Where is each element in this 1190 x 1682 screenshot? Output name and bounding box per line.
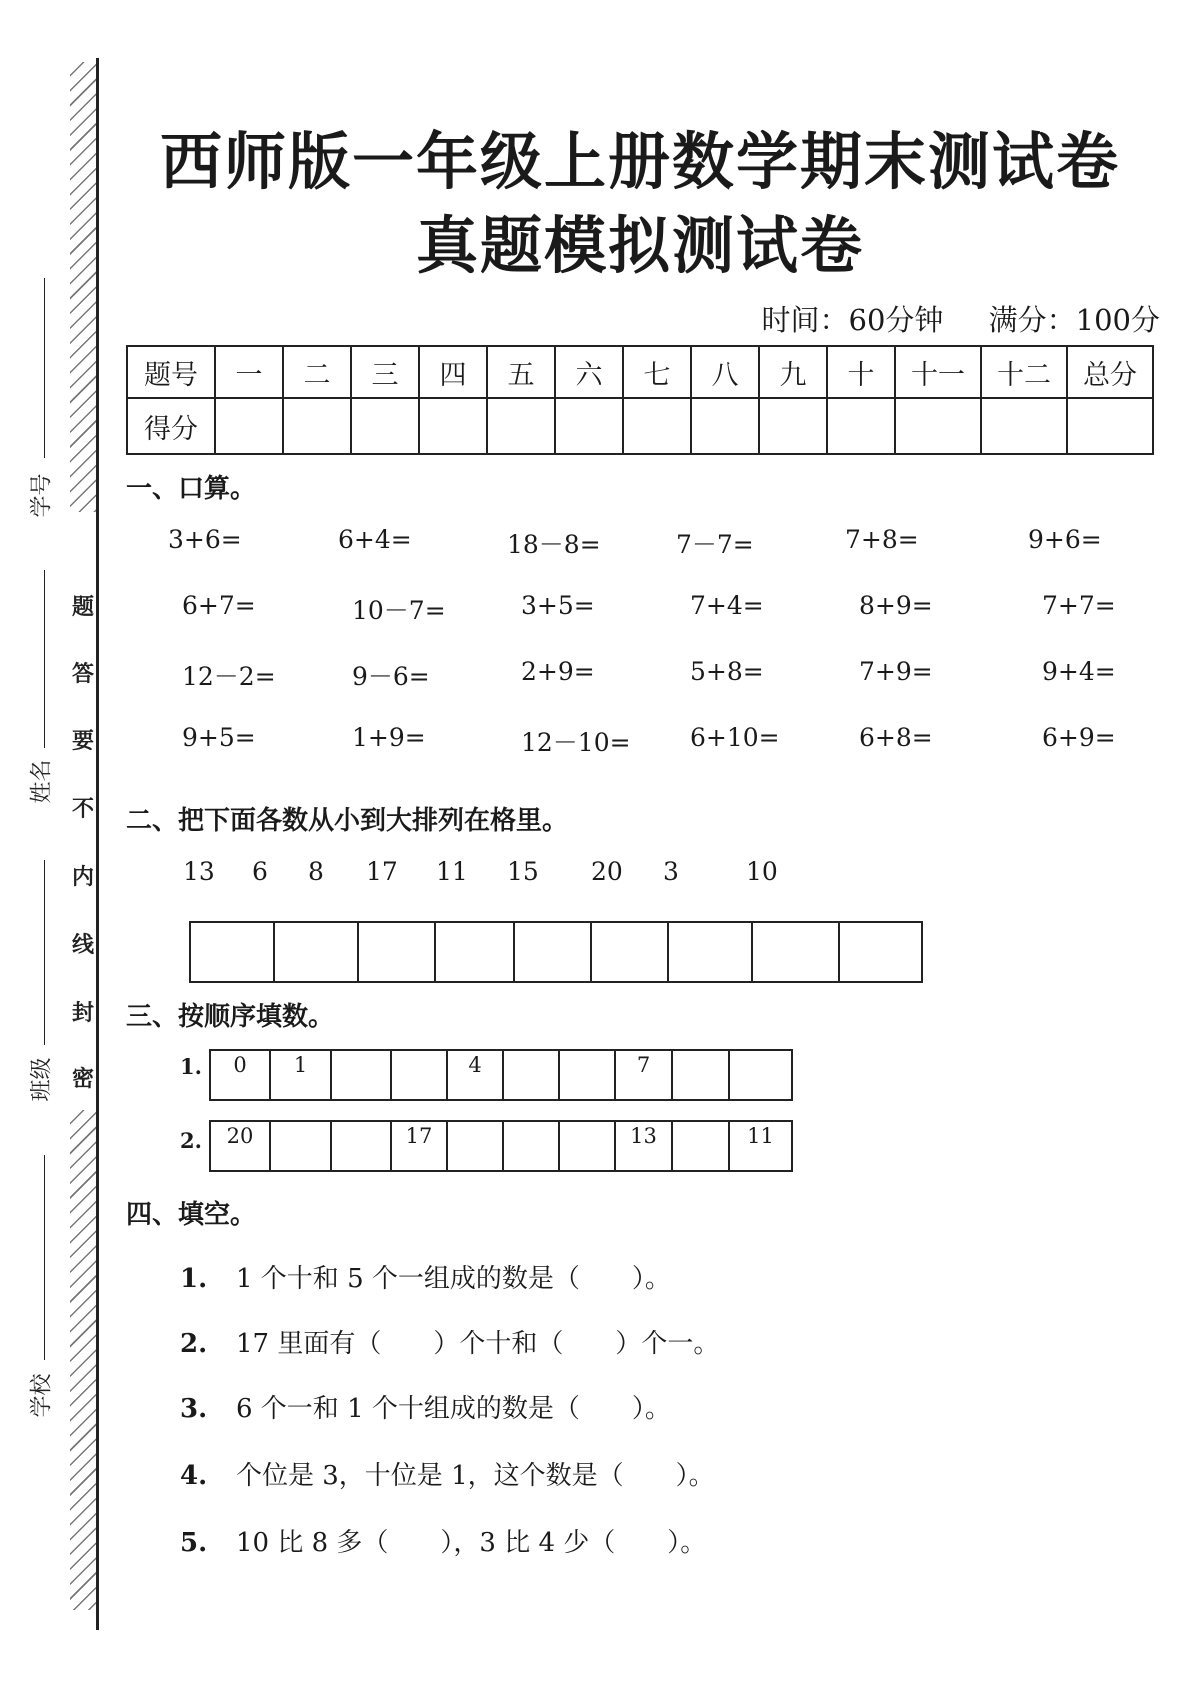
order-number: 6 bbox=[252, 857, 268, 886]
section2-title: 二、把下面各数从小到大排列在格里。 bbox=[126, 806, 569, 836]
score-cell[interactable] bbox=[351, 398, 419, 454]
binding-outer-line bbox=[96, 58, 99, 1630]
score-cell[interactable] bbox=[487, 398, 555, 454]
class-line[interactable] bbox=[44, 860, 45, 1045]
seal-char: 密 bbox=[71, 1066, 94, 1092]
binding-hatch-top bbox=[70, 62, 96, 512]
sequence-cell[interactable] bbox=[560, 1120, 616, 1172]
sequence-cell[interactable] bbox=[332, 1049, 392, 1101]
sequence-cell-value: 0 bbox=[233, 1053, 247, 1077]
score-table-col: 五 bbox=[487, 346, 555, 398]
class-label: 班级 bbox=[29, 1057, 55, 1102]
arith-problem: 9－6= bbox=[352, 662, 430, 691]
sequence-cell[interactable] bbox=[448, 1049, 504, 1101]
order-number: 10 bbox=[746, 857, 778, 886]
score-table-header: 题号 bbox=[127, 346, 215, 398]
arith-problem: 6+7= bbox=[182, 591, 256, 620]
sequence-cell[interactable] bbox=[730, 1120, 793, 1172]
item-text: 个位是 3，十位是 1，这个数是（ ）。 bbox=[236, 1461, 715, 1491]
item-number: 1. bbox=[180, 1264, 208, 1294]
score-table-col: 十二 bbox=[981, 346, 1067, 398]
arith-problem: 6+10= bbox=[690, 723, 780, 752]
arith-problem: 1+9= bbox=[352, 723, 426, 752]
sequence-cell-value: 1 bbox=[293, 1053, 308, 1077]
sequence-cell[interactable] bbox=[332, 1120, 392, 1172]
sequence-cell-value: 11 bbox=[747, 1124, 774, 1148]
arith-problem: 7+8= bbox=[845, 525, 919, 554]
section3-title: 三、按顺序填数。 bbox=[126, 1002, 335, 1032]
score-table-col: 二 bbox=[283, 346, 351, 398]
arith-problem: 5+8= bbox=[690, 657, 764, 686]
seal-char: 线 bbox=[71, 932, 94, 958]
item-number: 2. bbox=[180, 1329, 208, 1359]
sequence-row-1 bbox=[209, 1049, 793, 1101]
score-table-total-header: 总分 bbox=[1067, 346, 1153, 398]
arith-problem: 10－7= bbox=[352, 596, 446, 625]
sequence-cell[interactable] bbox=[616, 1049, 673, 1101]
score-cell[interactable] bbox=[623, 398, 691, 454]
sequence-cell[interactable] bbox=[271, 1120, 332, 1172]
fill-blank-item[interactable] bbox=[180, 1388, 671, 1425]
answer-box[interactable] bbox=[515, 921, 592, 983]
score-table-col: 七 bbox=[623, 346, 691, 398]
item-text: 17 里面有（ ）个十和（ ）个一。 bbox=[236, 1329, 720, 1359]
fill-blank-item[interactable] bbox=[180, 1522, 706, 1559]
order-number: 17 bbox=[366, 857, 398, 886]
order-number: 3 bbox=[663, 857, 679, 886]
sequence-cell-value: 13 bbox=[630, 1124, 657, 1148]
score-cell[interactable] bbox=[981, 398, 1067, 454]
student-id-label: 学号 bbox=[29, 473, 55, 518]
sequence-cell-value: 17 bbox=[405, 1124, 433, 1148]
item-number: 5. bbox=[180, 1528, 208, 1558]
seal-char: 封 bbox=[71, 1000, 94, 1026]
answer-box[interactable] bbox=[753, 921, 840, 983]
arith-problem: 18－8= bbox=[507, 530, 601, 559]
answer-box[interactable] bbox=[359, 921, 436, 983]
sequence-cell-value: 4 bbox=[468, 1053, 482, 1077]
sequence-row-label: 1. bbox=[180, 1054, 202, 1079]
score-cell[interactable] bbox=[759, 398, 827, 454]
sequence-cell[interactable] bbox=[392, 1049, 448, 1101]
sequence-cell[interactable] bbox=[209, 1049, 271, 1101]
item-text: 10 比 8 多（ ），3 比 4 少（ ）。 bbox=[236, 1528, 707, 1558]
sequence-cell[interactable] bbox=[673, 1049, 730, 1101]
item-number: 4. bbox=[180, 1461, 208, 1491]
school-label: 学校 bbox=[29, 1373, 55, 1418]
arith-problem: 9+4= bbox=[1042, 657, 1116, 686]
seal-char: 内 bbox=[71, 864, 94, 890]
binding-hatch-bottom bbox=[70, 1110, 96, 1610]
fill-blank-item[interactable] bbox=[180, 1258, 671, 1295]
seal-char: 答 bbox=[71, 661, 94, 687]
score-row-header: 得分 bbox=[127, 398, 215, 454]
arith-problem: 7+7= bbox=[1042, 591, 1116, 620]
item-text: 1 个十和 5 个一组成的数是（ ）。 bbox=[236, 1264, 671, 1294]
section4-title: 四、填空。 bbox=[126, 1200, 257, 1230]
score-table-col: 一 bbox=[215, 346, 283, 398]
arith-problem: 3+5= bbox=[521, 591, 595, 620]
answer-box[interactable] bbox=[189, 921, 275, 983]
score-cell-total[interactable] bbox=[1067, 398, 1153, 454]
score-cell[interactable] bbox=[691, 398, 759, 454]
sequence-cell-value: 7 bbox=[636, 1053, 651, 1077]
seal-char: 要 bbox=[71, 728, 94, 754]
arith-problem: 6+8= bbox=[859, 723, 933, 752]
score-table-col: 八 bbox=[691, 346, 759, 398]
student-id-line[interactable] bbox=[44, 278, 45, 458]
score-cell[interactable] bbox=[895, 398, 981, 454]
arith-problem: 9+6= bbox=[1028, 525, 1102, 554]
section1-title: 一、口算。 bbox=[126, 474, 257, 504]
name-label: 姓名 bbox=[29, 759, 55, 804]
arith-problem: 2+9= bbox=[521, 657, 595, 686]
arith-problem: 7+4= bbox=[690, 591, 764, 620]
score-cell[interactable] bbox=[419, 398, 487, 454]
order-number: 13 bbox=[183, 857, 215, 886]
sequence-cell-value: 20 bbox=[226, 1124, 254, 1148]
exam-meta bbox=[762, 298, 1160, 339]
order-number: 8 bbox=[308, 857, 324, 886]
fill-blank-item[interactable] bbox=[180, 1455, 715, 1492]
arith-problem: 7－7= bbox=[676, 530, 754, 559]
sequence-cell[interactable] bbox=[560, 1049, 616, 1101]
arith-problem: 3+6= bbox=[168, 525, 242, 554]
sequence-cell[interactable] bbox=[730, 1049, 793, 1101]
order-number: 11 bbox=[436, 857, 468, 886]
sequence-row-label: 2. bbox=[180, 1128, 202, 1153]
exam-time: 时间：60分钟 bbox=[761, 303, 944, 337]
arith-problem: 6+9= bbox=[1042, 723, 1116, 752]
arith-problem: 6+4= bbox=[338, 525, 412, 554]
answer-box[interactable] bbox=[669, 921, 753, 983]
order-number: 20 bbox=[591, 857, 623, 886]
sequence-cell[interactable] bbox=[504, 1120, 560, 1172]
score-table-col: 十一 bbox=[895, 346, 981, 398]
item-text: 6 个一和 1 个十组成的数是（ ）。 bbox=[236, 1394, 671, 1424]
sequence-cell[interactable] bbox=[504, 1049, 560, 1101]
school-line[interactable] bbox=[44, 1155, 45, 1360]
score-cell[interactable] bbox=[555, 398, 623, 454]
arith-problem: 8+9= bbox=[859, 591, 933, 620]
score-table-col: 十 bbox=[827, 346, 895, 398]
sequence-cell[interactable] bbox=[392, 1120, 448, 1172]
score-table-col: 四 bbox=[419, 346, 487, 398]
page-title-line2: 真题模拟测试卷 bbox=[415, 209, 864, 282]
seal-char: 不 bbox=[71, 796, 94, 822]
item-number: 3. bbox=[180, 1394, 208, 1424]
exam-full-score: 满分：100分 bbox=[988, 303, 1160, 337]
sequence-row-2 bbox=[209, 1120, 793, 1172]
score-table-col: 九 bbox=[759, 346, 827, 398]
arith-problem: 9+5= bbox=[182, 723, 256, 752]
answer-box[interactable] bbox=[592, 921, 669, 983]
score-cell[interactable] bbox=[215, 398, 283, 454]
arith-problem: 12－2= bbox=[182, 662, 276, 691]
score-cell[interactable] bbox=[283, 398, 351, 454]
page-title-line1: 西师版一年级上册数学期末测试卷 bbox=[159, 125, 1120, 198]
sequence-cell[interactable] bbox=[209, 1120, 271, 1172]
answer-box[interactable] bbox=[436, 921, 515, 983]
arith-problem: 12－10= bbox=[521, 728, 631, 757]
order-number: 15 bbox=[507, 857, 539, 886]
sequence-cell[interactable] bbox=[271, 1049, 332, 1101]
answer-box[interactable] bbox=[275, 921, 359, 983]
seal-char: 题 bbox=[71, 594, 94, 620]
score-table-col: 六 bbox=[555, 346, 623, 398]
sequence-cell[interactable] bbox=[673, 1120, 730, 1172]
arith-problem: 7+9= bbox=[859, 657, 933, 686]
fill-blank-item[interactable] bbox=[180, 1323, 719, 1360]
order-answer-boxes bbox=[189, 921, 923, 983]
name-line[interactable] bbox=[44, 570, 45, 748]
score-table-col: 三 bbox=[351, 346, 419, 398]
sequence-cell[interactable] bbox=[448, 1120, 504, 1172]
sequence-cell[interactable] bbox=[616, 1120, 673, 1172]
score-table bbox=[126, 345, 1154, 455]
answer-box[interactable] bbox=[840, 921, 923, 983]
score-cell[interactable] bbox=[827, 398, 895, 454]
